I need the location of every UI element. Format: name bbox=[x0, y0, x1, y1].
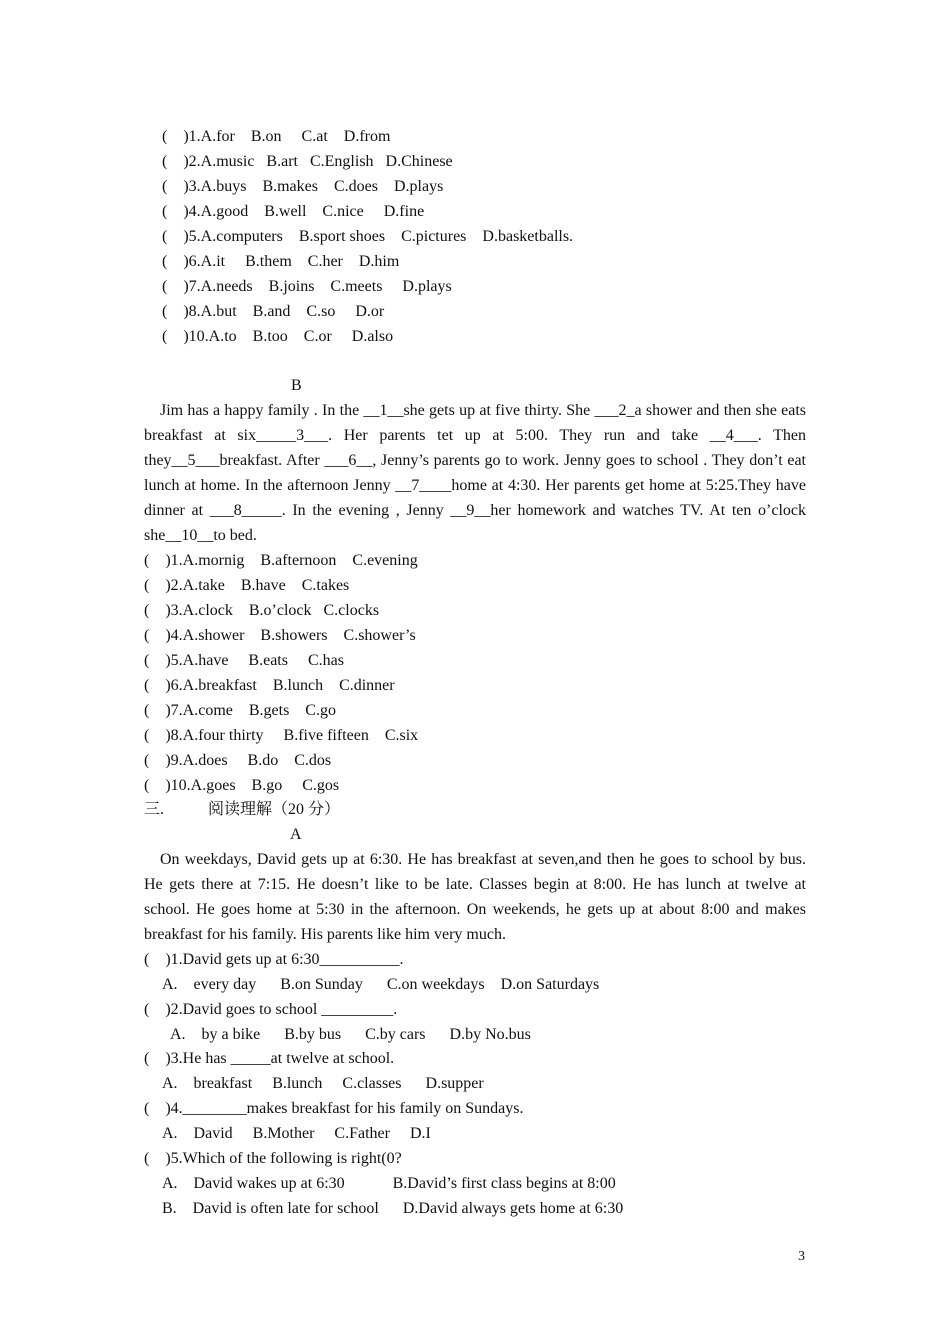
question-line: ( )5.Which of the following is right(0? bbox=[144, 1150, 402, 1167]
section-heading: 三. 阅读理解（20 分） bbox=[144, 801, 341, 818]
options-line: A. David B.Mother C.Father D.I bbox=[162, 1125, 431, 1142]
question-line: ( )6.A.it B.them C.her D.him bbox=[162, 253, 400, 270]
options-line: A. every day B.on Sunday C.on weekdays D.on Saturdays bbox=[162, 976, 600, 993]
options-line: A. by a bike B.by bus C.by cars D.by No.bus bbox=[170, 1026, 531, 1043]
options-line: A. breakfast B.lunch C.classes D.supper bbox=[162, 1075, 484, 1092]
question-line: ( )8.A.but B.and C.so D.or bbox=[162, 303, 385, 320]
question-line: ( )3.He has _____at twelve at school. bbox=[144, 1050, 395, 1067]
section-title-a: A bbox=[290, 826, 302, 843]
question-line: ( )4.A.shower B.showers C.shower’s bbox=[144, 627, 416, 644]
cloze-passage: Jim has a happy family . In the __1__she gets up at five thirty. She ___2_a shower and then she eats breakfast at six_____3___. Her parents tet up at 5:00. They run and take __4___. Then they__5___breakfast. After ___6__, Jenny’s parents go to work. Jenny goes to school . They don’t eat lunch at home. In the afternoon Jenny __7____home at 4:30. Her parents get home at 5:25.They have dinner at ___8_____. In the evening , Jenny __9__her homework and watches TV. At ten o’clock she__10__to bed. bbox=[144, 402, 806, 544]
section-title-b: B bbox=[291, 377, 302, 394]
question-line: ( )1.A.mornig B.afternoon C.evening bbox=[144, 552, 418, 569]
question-line: ( )4.A.good B.well C.nice D.fine bbox=[162, 203, 425, 220]
question-line: ( )10.A.to B.too C.or D.also bbox=[162, 328, 394, 345]
question-line: ( )9.A.does B.do C.dos bbox=[144, 752, 332, 769]
page-number: 3 bbox=[798, 1249, 805, 1264]
question-line: ( )8.A.four thirty B.five fifteen C.six bbox=[144, 727, 419, 744]
question-line: ( )10.A.goes B.go C.gos bbox=[144, 777, 340, 794]
reading-passage: On weekdays, David gets up at 6:30. He has breakfast at seven,and then he goes to school by bus. He gets there at 7:15. He doesn’t like to be late. Classes begin at 8:00. He has lunch at twelve at school. He goes home at 5:30 in the afternoon. On weekends, he gets up at about 8:00 and makes breakfast for his family. His parents like him very much. bbox=[144, 851, 806, 943]
question-line: ( )2.A.music B.art C.English D.Chinese bbox=[162, 153, 453, 170]
question-line: ( )7.A.needs B.joins C.meets D.plays bbox=[162, 278, 452, 295]
question-line: ( )3.A.clock B.o’clock C.clocks bbox=[144, 602, 380, 619]
question-line: ( )2.David goes to school _________. bbox=[144, 1001, 398, 1018]
options-line: A. David wakes up at 6:30 B.David’s first class begins at 8:00 bbox=[162, 1175, 616, 1192]
options-line: B. David is often late for school D.David always gets home at 6:30 bbox=[162, 1200, 624, 1217]
question-line: ( )5.A.have B.eats C.has bbox=[144, 652, 344, 669]
question-line: ( )1.David gets up at 6:30__________. bbox=[144, 951, 404, 968]
question-line: ( )5.A.computers B.sport shoes C.pictures D.basketballs. bbox=[162, 228, 574, 245]
question-line: ( )7.A.come B.gets C.go bbox=[144, 702, 336, 719]
question-line: ( )2.A.take B.have C.takes bbox=[144, 577, 350, 594]
question-line: ( )4.________makes breakfast for his family on Sundays. bbox=[144, 1100, 524, 1117]
question-line: ( )1.A.for B.on C.at D.from bbox=[162, 128, 391, 145]
question-line: ( )6.A.breakfast B.lunch C.dinner bbox=[144, 677, 395, 694]
question-line: ( )3.A.buys B.makes C.does D.plays bbox=[162, 178, 444, 195]
